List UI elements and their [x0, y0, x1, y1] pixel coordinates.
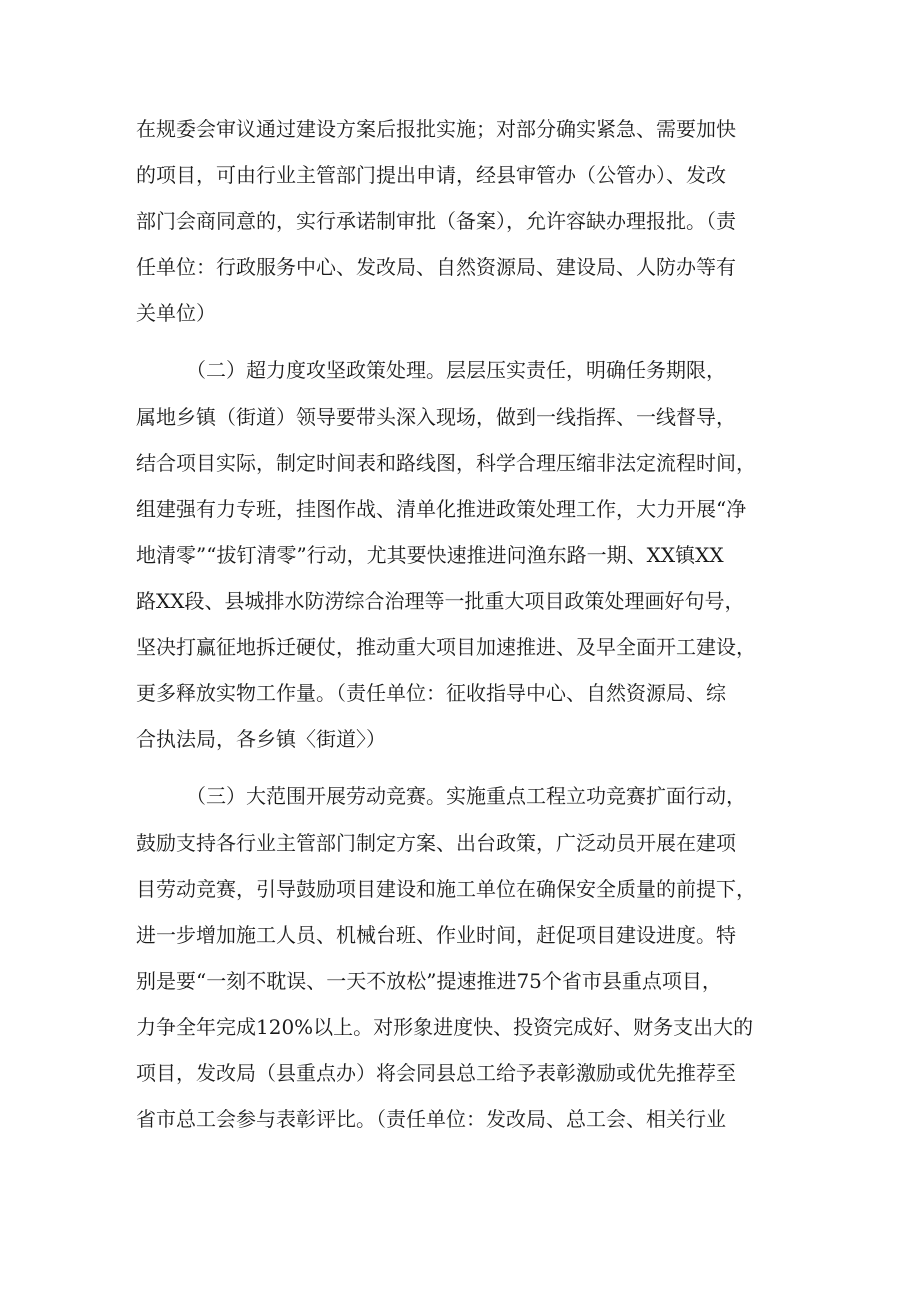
line-text: （二）超力度攻坚政策处理。层层压实责任，明确任务期限， [186, 358, 726, 382]
text-line [0, 490, 920, 528]
text-line [0, 628, 920, 666]
line-text: 项目，发改局（县重点办）将会同县总工给予表彰激励或优先推荐至 [136, 1061, 736, 1085]
line-text: 力争全年完成120%以上。对形象进度快、投资完成好、财务支出大的 [136, 1015, 754, 1039]
line-text: 在规委会审议通过建设方案后报批实施；对部分确实紧急、需要加快 [136, 117, 736, 141]
text-line [0, 1054, 920, 1092]
line-text: 地清零”“拔钉清零”行动，尤其要快速推进问渔东路一期、XX镇XX [136, 543, 724, 567]
line-text: 组建强有力专班，挂图作战、清单化推进政策处理工作，大力开展“净 [136, 497, 747, 521]
line-text: 目劳动竞赛，引导鼓励项目建设和施工单位在确保安全质量的前提下， [136, 877, 756, 901]
line-text: 属地乡镇（街道）领导要带头深入现场，做到一线指挥、一线督导， [136, 405, 736, 429]
text-line [0, 202, 920, 240]
line-text: 进一步增加施工人员、机械台班、作业时间，赶促项目建设进度。特 [136, 923, 736, 947]
text-line [0, 1008, 920, 1046]
line-text: 别是要“一刻不耽误、一天不放松”提速推进75个省市县重点项目， [136, 969, 722, 993]
text-line [0, 248, 920, 286]
line-text: 鼓励支持各行业主管部门制定方案、出台政策，广泛动员开展在建项 [136, 831, 736, 855]
text-line [0, 110, 920, 148]
line-text: 任单位：行政服务中心、发改局、自然资源局、建设局、人防办等有 [136, 255, 736, 279]
line-text: 路XX段、县城排水防涝综合治理等一批重大项目政策处理画好句号， [136, 589, 745, 613]
text-line [0, 674, 920, 712]
text-line [0, 351, 920, 389]
text-line [0, 1100, 920, 1138]
line-text: 关单位） [136, 301, 216, 325]
text-line [0, 824, 920, 862]
line-text: 的项目，可由行业主管部门提出申请，经县审管办（公管办）、发改 [136, 163, 726, 187]
text-line [0, 444, 920, 482]
text-line [0, 294, 920, 332]
line-text: 结合项目实际，制定时间表和路线图，科学合理压缩非法定流程时间， [136, 451, 756, 475]
text-line [0, 156, 920, 194]
text-line [0, 777, 920, 815]
text-line [0, 582, 920, 620]
text-line [0, 398, 920, 436]
text-line [0, 720, 920, 758]
line-text: 部门会商同意的，实行承诺制审批（备案），允许容缺办理报批。（责 [136, 209, 736, 233]
text-line [0, 536, 920, 574]
line-text: 更多释放实物工作量。（责任单位：征收指导中心、自然资源局、综 [136, 681, 726, 705]
line-text: 省市总工会参与表彰评比。（责任单位：发改局、总工会、相关行业 [136, 1107, 726, 1131]
text-line [0, 870, 920, 908]
text-line [0, 916, 920, 954]
line-text: 合执法局，各乡镇〈街道〉） [136, 727, 386, 751]
line-text: （三）大范围开展劳动竞赛。实施重点工程立功竞赛扩面行动， [186, 784, 746, 808]
text-line [0, 962, 920, 1000]
line-text: 坚决打赢征地拆迁硬仗，推动重大项目加速推进、及早全面开工建设， [136, 635, 756, 659]
